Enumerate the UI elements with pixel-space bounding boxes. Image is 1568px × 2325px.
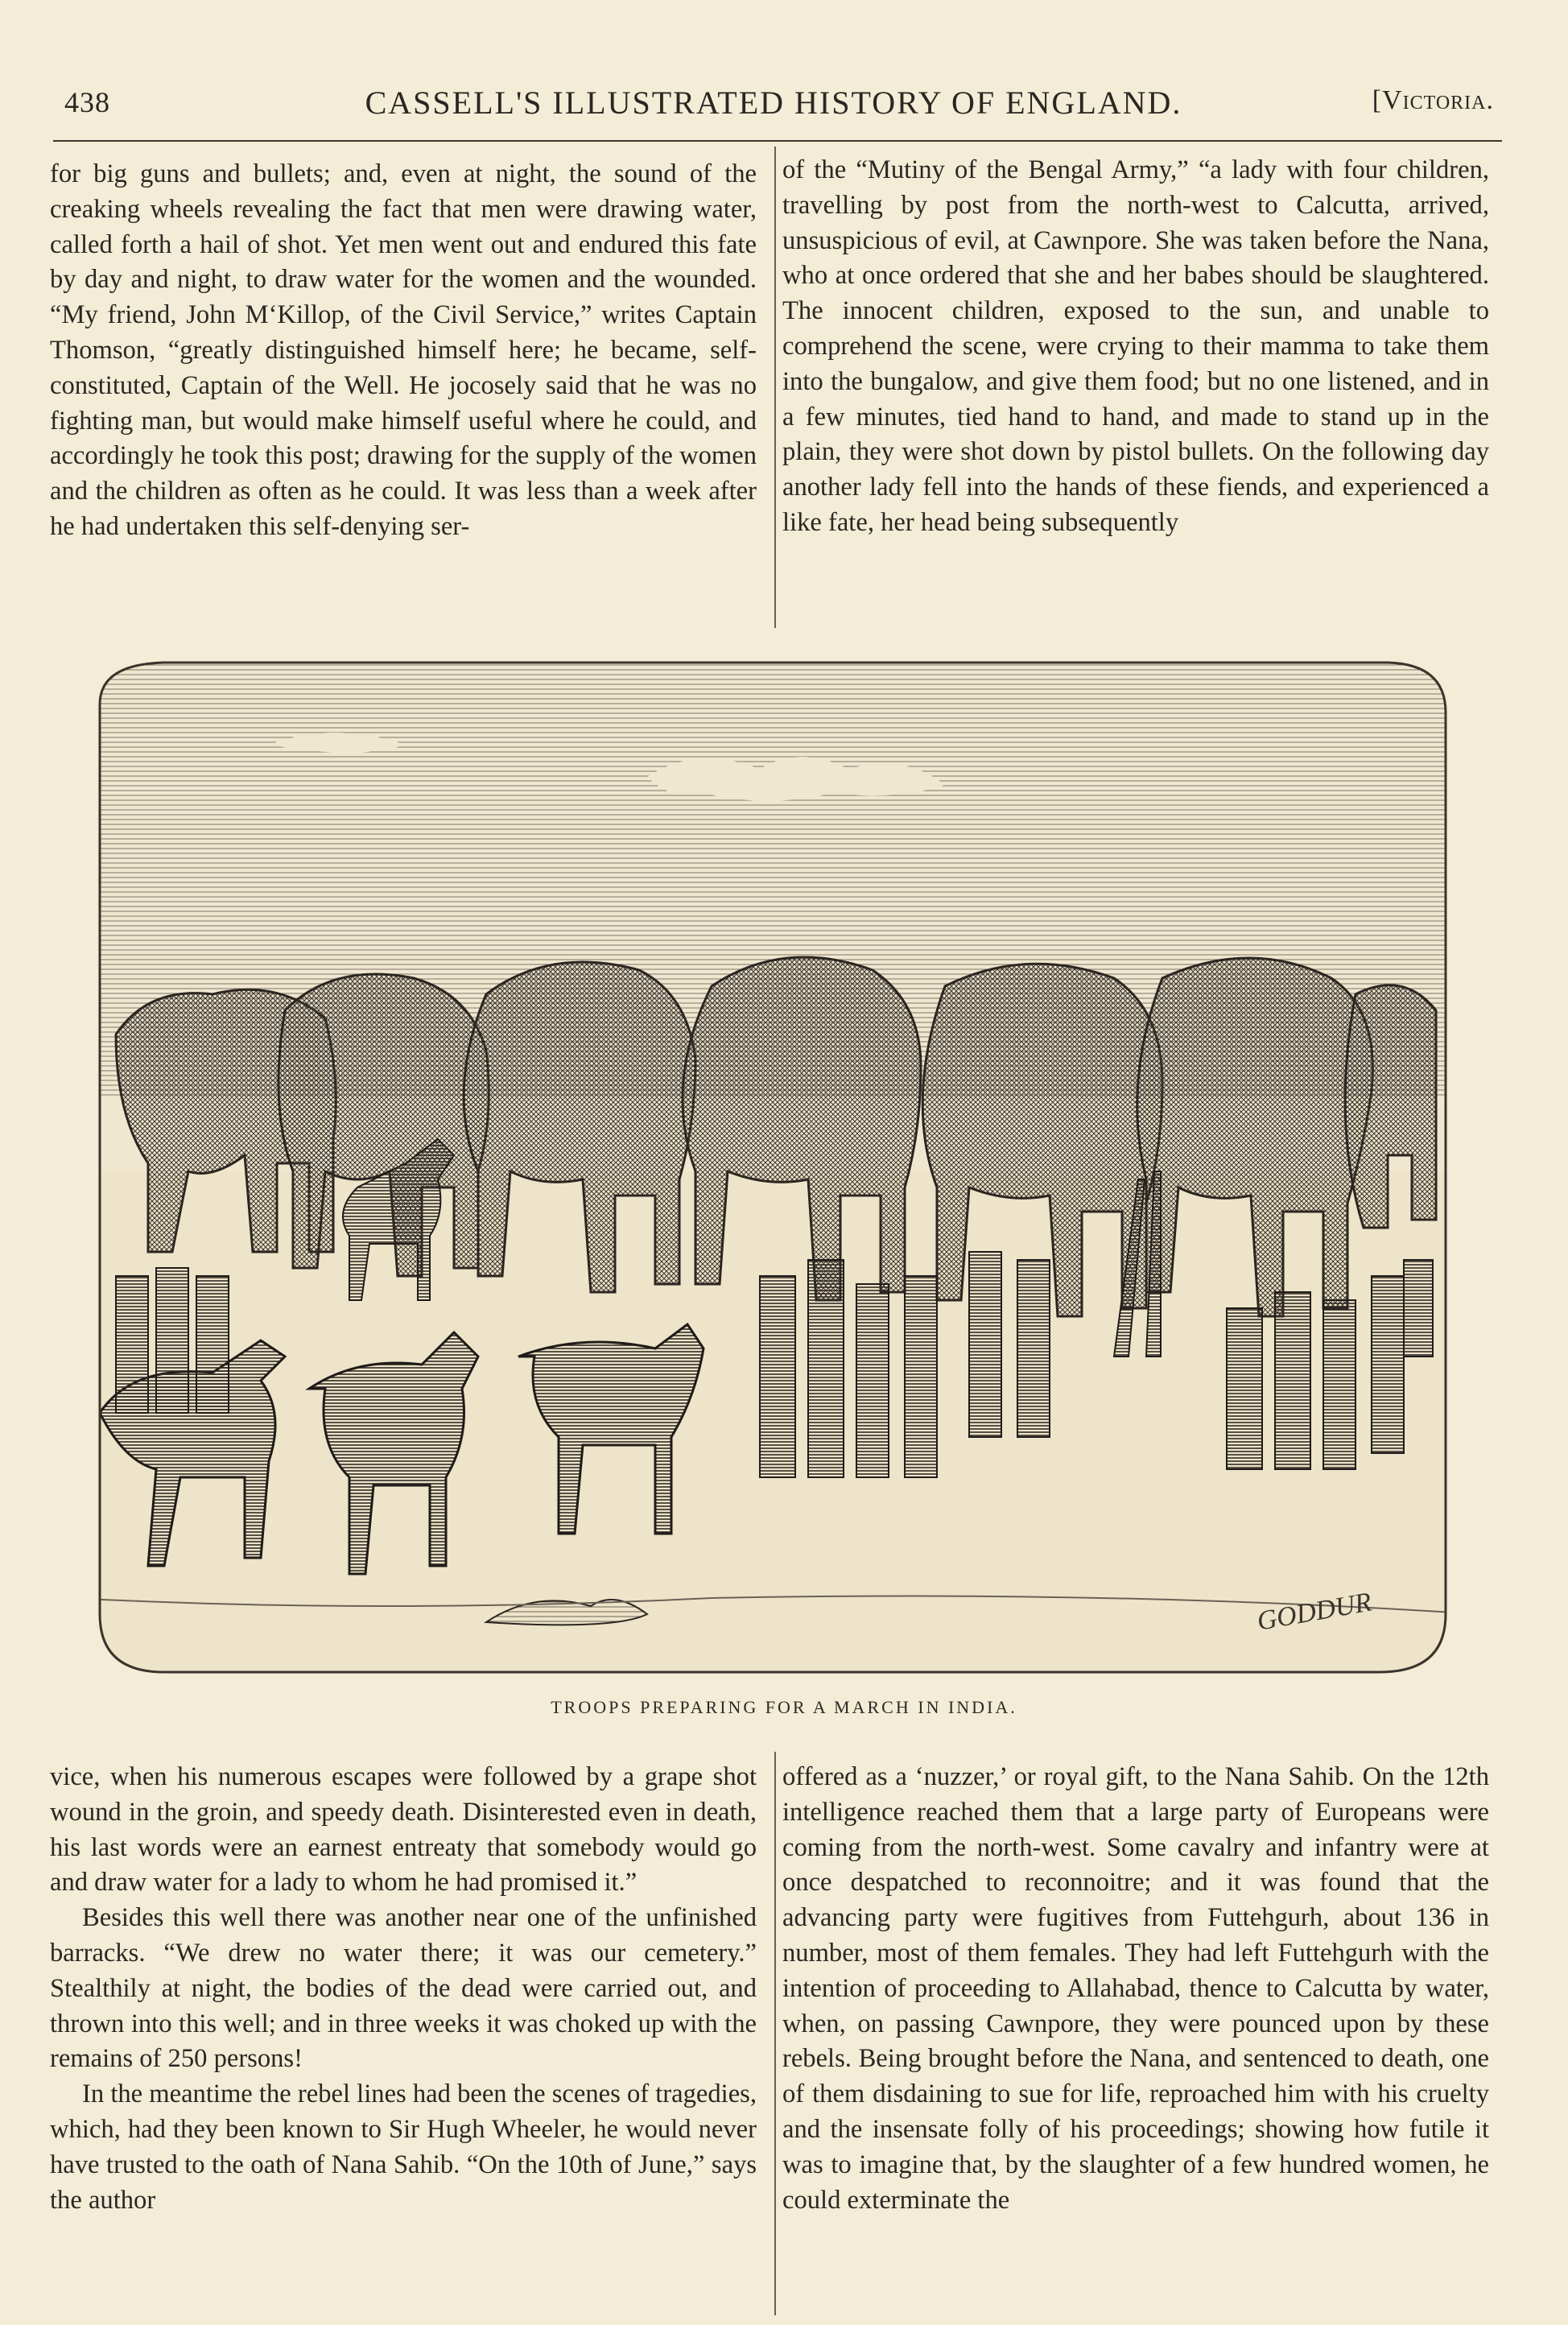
running-section: [Victoria. [1372, 85, 1494, 115]
paragraph: vice, when his numerous escapes were followed by a grape shot wound in the groin, and speedy death. Disinterested even in death, his last words were an earnest entreaty that somebody would go and draw water for a lady to whom he had promised it.” [50, 1762, 757, 1898]
column-divider [774, 147, 776, 628]
paragraph: In the meantime the rebel lines had been the scenes of tragedies, which, had they been known to Sir Hugh Wheeler, he would never have trusted to the oath of Nana Sahib. “On the 10th of June,” says the author [50, 2079, 757, 2215]
header-rule [53, 140, 1502, 142]
paragraph: of the “Mutiny of the Bengal Army,” “a lady with four children, travelling by post from the north-west to Calcutta, arrived, unsuspicious of evil, at Cawnpore. She was taken before the Nana, who at once ordered that she and her babes should be slaughtered. The innocent children, exposed to the sun, and unable to comprehend the scene, were crying to their mamma to take them into the bungalow, and give them food; but no one listened, and in a few minutes, tied hand to hand, and made to stand up in the plain, they were shot down by pistol bullets. On the following day another lady fell into the hands of these fiends, and experienced a like fate, her head being subsequently [782, 155, 1489, 537]
paragraph: Besides this well there was another near one of the unfinished barracks. “We drew no water there; it was our cemetery.” Stealthily at night, the bodies of the dead were carried out, and thrown into this well; and in three weeks it was choked up with the remains of 250 persons! [50, 1903, 757, 2074]
paragraph: offered as a ‘nuzzer,’ or royal gift, to the Nana Sahib. On the 12th intelligence reached them that a large party of Europeans were coming from the north-west. Some cavalry and infantry were at once despatched to reconnoitre; and it was found that the advancing party were fugitives from Futtehgurh, about 136 in number, most of them females. They had left Futtehgurh with the intention of proceeding to Allahabad, thence to Calcutta by water, when, on passing Cawnpore, they were pounced upon by these rebels. Being brought before the Nana, and sentenced to death, one of them disdaining to sue for life, reproached him with his cruelty and the insensate folly of his proceedings; showing how futile it was to imagine that, by the slaughter of a few hundred women, he could exterminate the [782, 1762, 1489, 2215]
bottom-left-column [50, 1760, 757, 2218]
bottom-right-column [782, 1760, 1489, 2218]
illustration-caption: TROOPS PREPARING FOR A MARCH IN INDIA. [551, 1697, 1017, 1717]
top-left-column [50, 157, 757, 545]
engraver-signature: GODDUR [1254, 1587, 1374, 1637]
page-number: 438 [64, 86, 110, 118]
page-header [53, 77, 1494, 134]
top-right-column [782, 153, 1489, 541]
engraving-troops-elephants [68, 648, 1478, 1687]
paragraph: for big guns and bullets; and, even at night, the sound of the creaking wheels revealing the fact that men were drawing water, called forth a hail of shot. Yet men went out and endured this fate by day and night, to draw water for the women and the wounded. “My friend, John M‘Killop, of the Civil Service,” writes Captain Thomson, “greatly distinguished himself here; he became, self-constituted, Captain of the Well. He jocosely said that he was no fighting man, but would make himself useful where he could, and accordingly he took this post; drawing for the supply of the women and the children as often as he could. It was less than a week after he had undertaken this self-denying ser- [50, 159, 757, 541]
column-divider [774, 1752, 776, 2315]
running-title: CASSELL'S ILLUSTRATED HISTORY OF ENGLAND. [365, 85, 1182, 121]
